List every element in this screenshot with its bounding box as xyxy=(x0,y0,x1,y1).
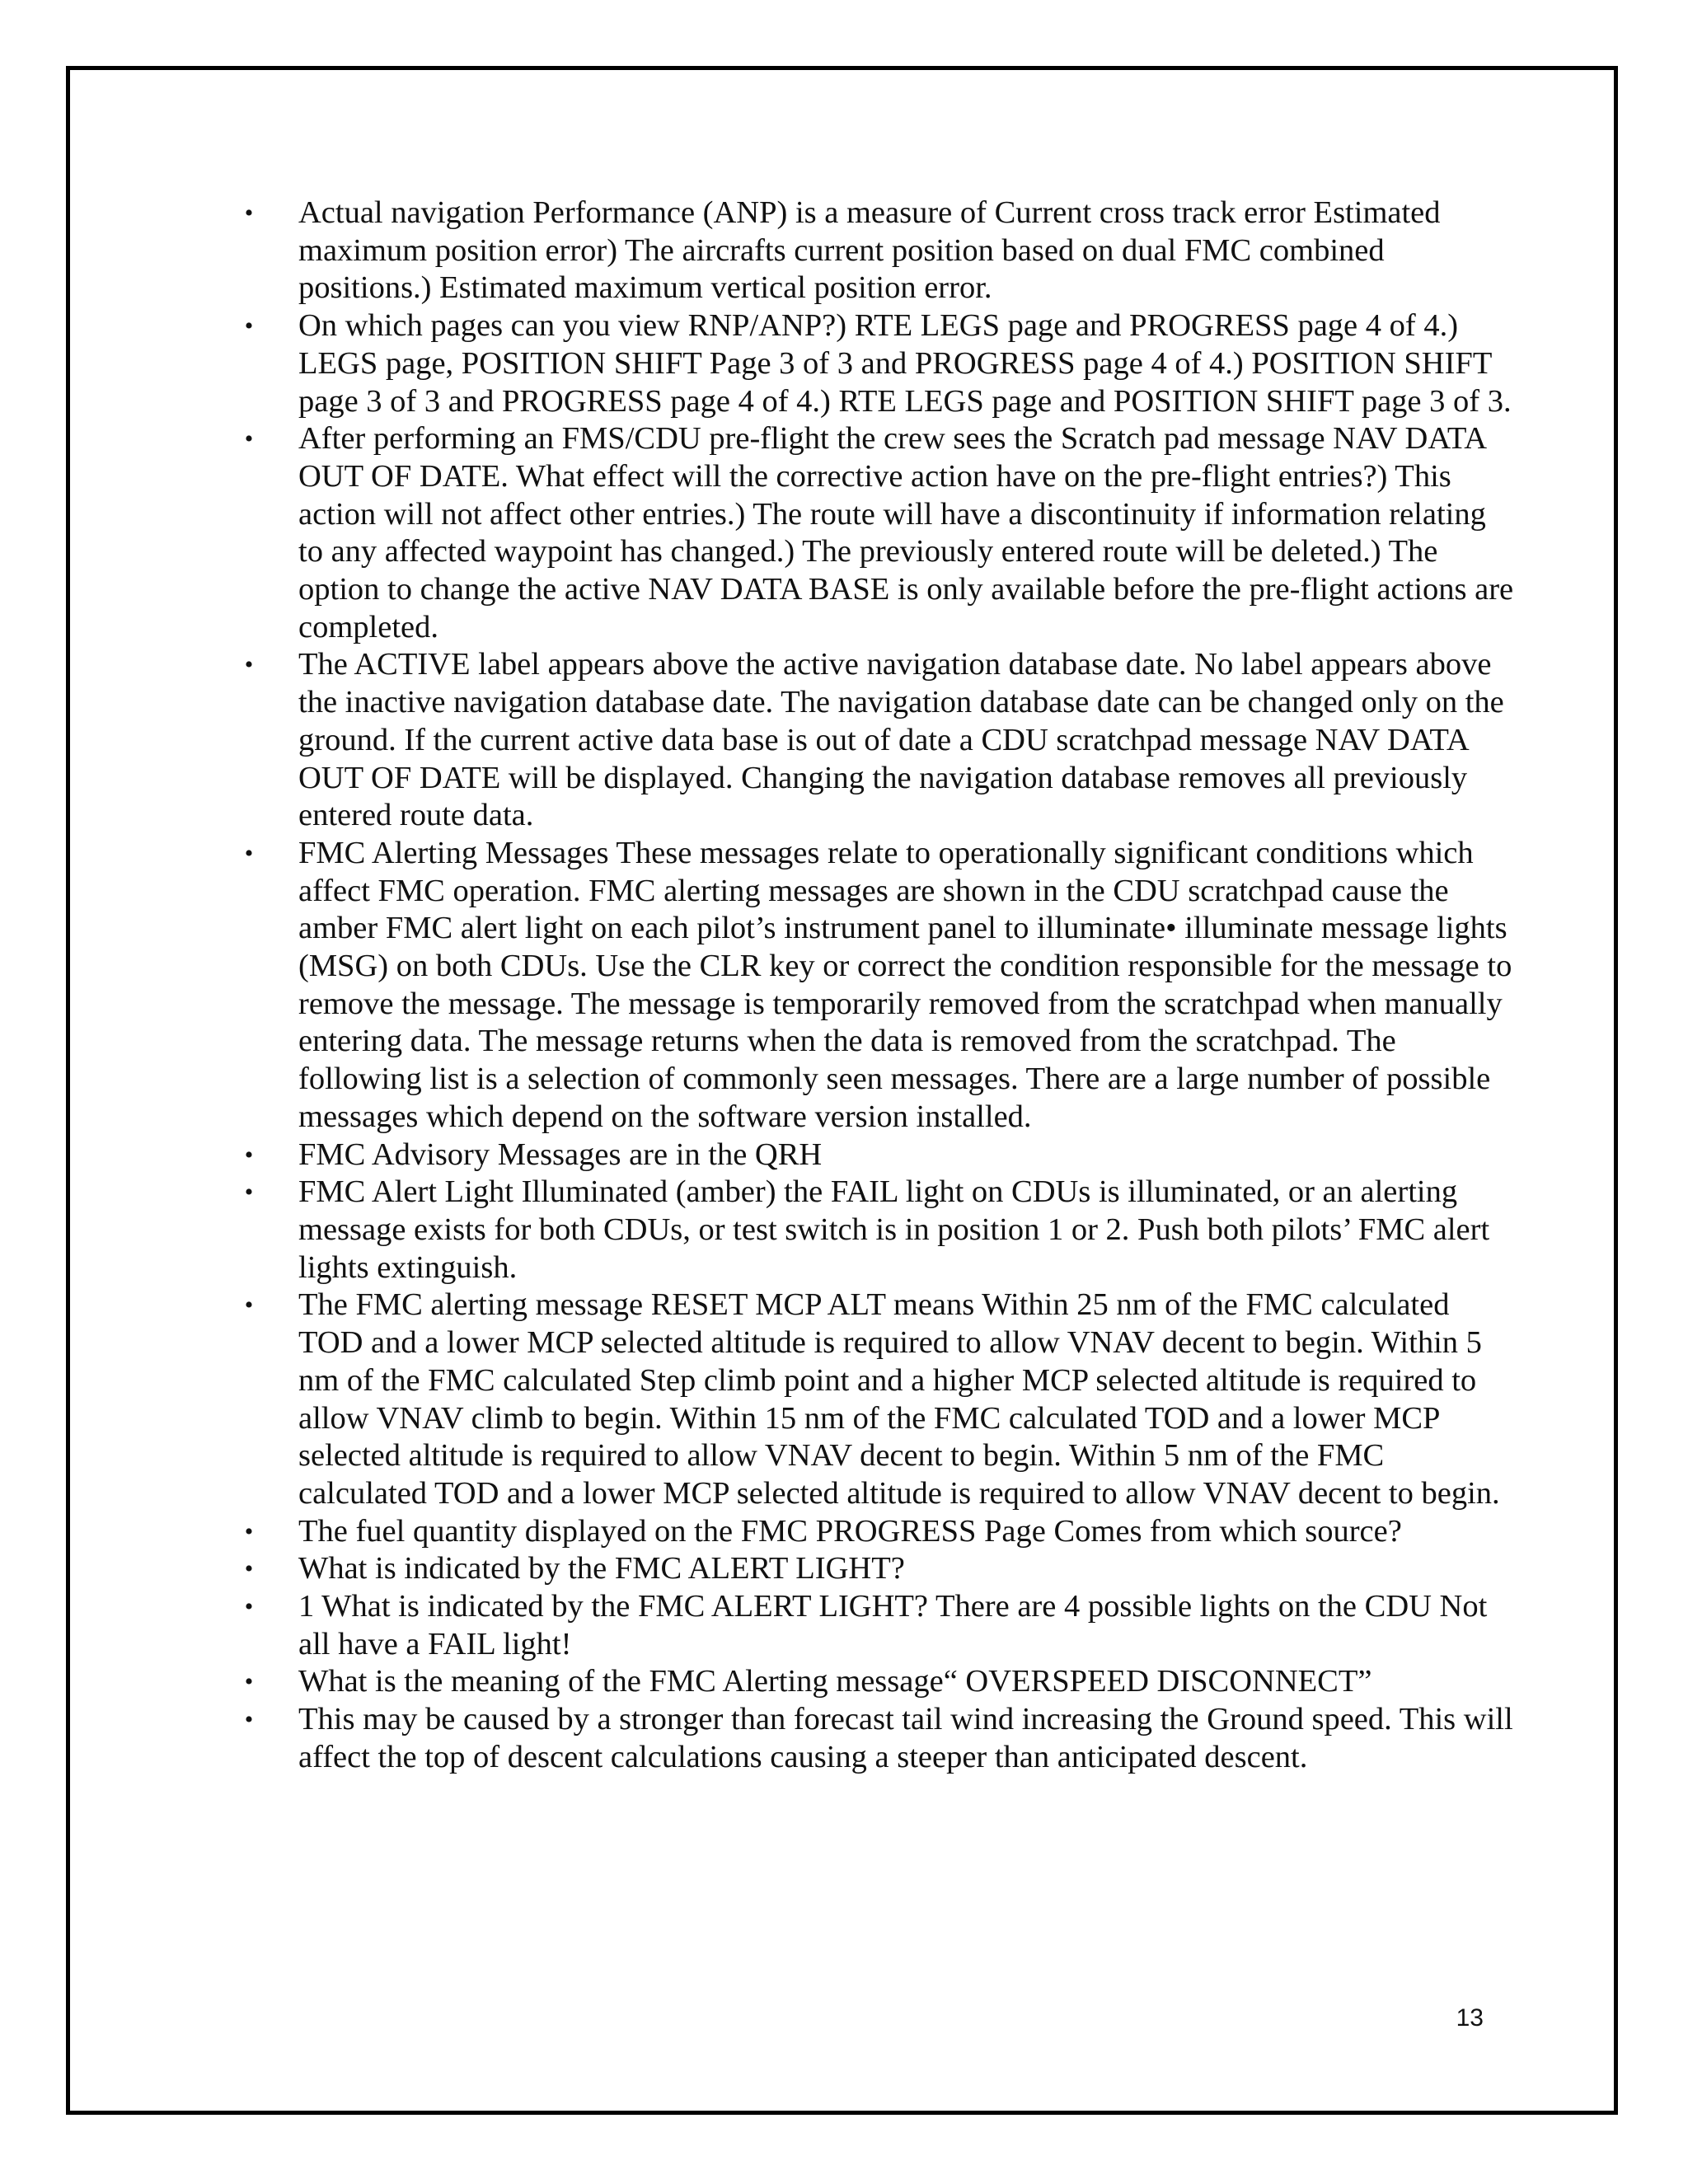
bullet-icon: • xyxy=(244,425,254,453)
list-item-text: The FMC alerting message RESET MCP ALT means Within 25 nm of the FMC calculated TOD and a lower MCP selected altitude is required to allow VNAV decent to begin. Within 5 nm of the FMC calculated Step climb point and a higher MCP selected altitude is required to allow VNAV climb to begin. Within 15 nm of the FMC calculated TOD and a lower MCP selected altitude is required to allow VNAV decent to begin. Within 5 nm of the FMC calculated TOD and a lower MCP selected altitude is required to allow VNAV decent to begin. xyxy=(298,1287,1500,1511)
list-item xyxy=(239,1286,1517,1512)
bullet-icon: • xyxy=(244,312,254,340)
list-item xyxy=(239,1513,1517,1551)
list-item xyxy=(239,646,1517,835)
list-item-text: On which pages can you view RNP/ANP?) RTE LEGS page and PROGRESS page 4 of 4.) LEGS page, POSITION SHIFT Page 3 of 3 and PROGRESS page 4 of 4.) POSITION SHIFT page 3 of 3 and PROGRESS page 4 of 4.) RTE LEGS page and POSITION SHIFT page 3 of 3. xyxy=(298,308,1512,419)
list-item-text: The ACTIVE label appears above the active navigation database date. No label appears above the inactive navigation database date. The navigation database date can be changed only on the ground. If the current active data base is out of date a CDU scratchpad message NAV DATA OUT OF DATE will be displayed. Changing the navigation database removes all previously entered route data. xyxy=(298,647,1504,833)
bullet-icon: • xyxy=(244,1179,254,1207)
list-item xyxy=(239,194,1517,307)
list-item-text: FMC Alert Light Illuminated (amber) the FAIL light on CDUs is illuminated, or an alerting message exists for both CDUs, or test switch is in position 1 or 2. Push both pilots’ FMC alert lights extinguish. xyxy=(298,1174,1490,1285)
list-item-text: Actual navigation Performance (ANP) is a measure of Current cross track error Estimated maximum position error) The aircrafts current position based on dual FMC combined positions.) Estimated maximum vertical position error. xyxy=(298,195,1441,306)
list-item-text: FMC Advisory Messages are in the QRH xyxy=(298,1137,823,1172)
list-item-text: What is indicated by the FMC ALERT LIGHT? xyxy=(298,1551,905,1586)
bullet-icon: • xyxy=(244,1555,254,1583)
list-item-text: This may be caused by a stronger than forecast tail wind increasing the Ground speed. This will affect the top of descent calculations causing a steeper than anticipated descent. xyxy=(298,1702,1513,1774)
bullet-icon: • xyxy=(244,1593,254,1621)
list-item xyxy=(239,420,1517,646)
bullet-icon: • xyxy=(244,1668,254,1696)
bullet-icon: • xyxy=(244,839,254,867)
list-item-text: The fuel quantity displayed on the FMC PROGRESS Page Comes from which source? xyxy=(298,1513,1402,1549)
list-item xyxy=(239,835,1517,1137)
bullet-list xyxy=(239,194,1517,1777)
list-item-text: What is the meaning of the FMC Alerting message“ OVERSPEED DISCONNECT” xyxy=(298,1664,1372,1699)
bullet-icon: • xyxy=(244,651,254,679)
list-item xyxy=(239,307,1517,420)
list-item xyxy=(239,1550,1517,1588)
list-item xyxy=(239,1588,1517,1663)
list-item-text: After performing an FMS/CDU pre-flight the crew sees the Scratch pad message NAV DATA OUT OF DATE. What effect will the corrective action have on the pre-flight entries?) This action will not affect other entries.) The route will have a discontinuity if information relating to any affected waypoint has changed.) The previously entered route will be deleted.) The option to change the active NAV DATA BASE is only available before the pre-flight actions are completed. xyxy=(298,421,1514,644)
list-item xyxy=(239,1174,1517,1286)
list-item xyxy=(239,1701,1517,1776)
list-item xyxy=(239,1663,1517,1701)
bullet-icon: • xyxy=(244,1141,254,1169)
list-item-text: FMC Alerting Messages These messages relate to operationally significant conditions which affect FMC operation. FMC alerting messages are shown in the CDU scratchpad cause the amber FMC alert light on each pilot’s instrument panel to illuminate• illuminate message lights (MSG) on both CDUs. Use the CLR key or correct the condition responsible for the message to remove the message. The message is temporarily removed from the scratchpad when manually entering data. The message returns when the data is removed from the scratchpad. The following list is a selection of commonly seen messages. There are a large number of possible messages which depend on the software version installed. xyxy=(298,835,1512,1134)
list-item xyxy=(239,1137,1517,1174)
bullet-icon: • xyxy=(244,1517,254,1545)
bullet-icon: • xyxy=(244,199,254,227)
bullet-icon: • xyxy=(244,1291,254,1319)
bullet-icon: • xyxy=(244,1706,254,1734)
page-number: 13 xyxy=(1456,2004,1484,2032)
list-item-text: 1 What is indicated by the FMC ALERT LIGHT? There are 4 possible lights on the CDU Not all have a FAIL light! xyxy=(298,1589,1488,1661)
